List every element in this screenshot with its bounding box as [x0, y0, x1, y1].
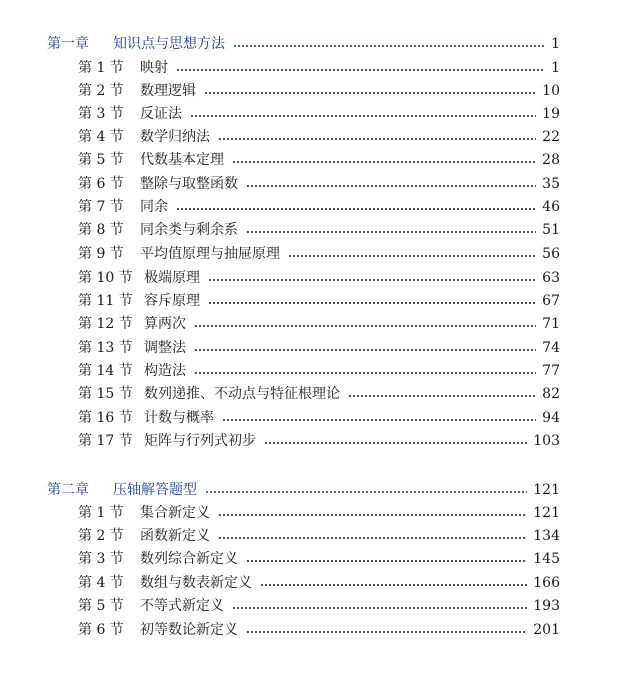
dot-leader: [218, 514, 527, 516]
page-number: 63: [542, 270, 560, 286]
section-number: 第 15 节: [78, 386, 133, 402]
toc-entry[interactable]: [78, 384, 560, 404]
section-number: 第 12 节: [78, 316, 133, 332]
section-title: 不等式新定义: [140, 598, 224, 614]
dot-leader: [233, 45, 545, 47]
chapter-number: 第二章: [47, 482, 89, 498]
dot-leader: [205, 491, 527, 493]
page-number: 166: [533, 575, 560, 591]
section-number: 第 1 节: [78, 60, 124, 76]
section-number: 第 11 节: [78, 293, 133, 309]
section-title: 代数基本定理: [140, 152, 224, 168]
toc-entry[interactable]: [78, 291, 560, 311]
section-title: 容斥原理: [144, 293, 200, 309]
toc-entry[interactable]: [78, 104, 560, 124]
toc-chapter-2[interactable]: [47, 480, 560, 500]
page-number: 10: [542, 83, 560, 99]
dot-leader: [194, 372, 536, 374]
section-number: 第 9 节: [78, 246, 124, 262]
page-number: 121: [533, 505, 560, 521]
dot-leader: [232, 161, 536, 163]
page-number: 201: [533, 622, 560, 638]
section-title: 平均值原理与抽屉原理: [140, 246, 280, 262]
page-number: 35: [542, 176, 560, 192]
page-number: 94: [542, 410, 560, 426]
dot-leader: [264, 442, 527, 444]
dot-leader: [222, 419, 536, 421]
section-number: 第 13 节: [78, 340, 133, 356]
section-number: 第 6 节: [78, 622, 124, 638]
toc-entry[interactable]: [78, 197, 560, 217]
page-number: 121: [533, 482, 560, 498]
section-number: 第 8 节: [78, 222, 124, 238]
section-title: 矩阵与行列式初步: [144, 433, 256, 449]
page-number: 51: [542, 222, 560, 238]
section-title: 函数新定义: [140, 528, 210, 544]
dot-leader: [246, 631, 527, 633]
toc-entry[interactable]: [78, 503, 560, 523]
section-number: 第 16 节: [78, 410, 133, 426]
page-number: 56: [542, 246, 560, 262]
toc-entry[interactable]: [78, 596, 560, 616]
section-title: 反证法: [140, 106, 182, 122]
section-title: 构造法: [144, 363, 186, 379]
toc-entry[interactable]: [78, 431, 560, 451]
section-title: 数理逻辑: [140, 83, 196, 99]
toc-entry[interactable]: [78, 268, 560, 288]
toc-entry[interactable]: [78, 573, 560, 593]
dot-leader: [190, 115, 536, 117]
section-number: 第 2 节: [78, 83, 124, 99]
section-number: 第 10 节: [78, 270, 133, 286]
section-number: 第 7 节: [78, 199, 124, 215]
section-title: 数列递推、不动点与特征根理论: [144, 386, 340, 402]
toc-entry[interactable]: [78, 549, 560, 569]
page-number: 82: [542, 386, 560, 402]
section-number: 第 5 节: [78, 152, 124, 168]
chapter-title: 压轴解答题型: [113, 482, 197, 498]
dot-leader: [288, 255, 536, 257]
page-number: 1: [551, 36, 560, 52]
toc-entry[interactable]: [78, 127, 560, 147]
section-number: 第 14 节: [78, 363, 133, 379]
section-title: 调整法: [144, 340, 186, 356]
page-number: 74: [542, 340, 560, 356]
chapter-number: 第一章: [47, 36, 89, 52]
toc-chapter-1[interactable]: [47, 34, 560, 54]
page-number: 103: [533, 433, 560, 449]
page-number: 145: [533, 551, 560, 567]
section-title: 计数与概率: [144, 410, 214, 426]
section-number: 第 4 节: [78, 129, 124, 145]
page-number: 77: [542, 363, 560, 379]
chapter-title: 知识点与思想方法: [113, 36, 225, 52]
page-number: 67: [542, 293, 560, 309]
section-number: 第 4 节: [78, 575, 124, 591]
dot-leader: [194, 325, 536, 327]
section-title: 整除与取整函数: [140, 176, 238, 192]
section-number: 第 5 节: [78, 598, 124, 614]
dot-leader: [204, 92, 536, 94]
page-number: 28: [542, 152, 560, 168]
toc-entry[interactable]: [78, 620, 560, 640]
toc-entry[interactable]: [78, 150, 560, 170]
toc-entry[interactable]: [78, 244, 560, 264]
toc-entry[interactable]: [78, 174, 560, 194]
page-number: 1: [551, 60, 560, 76]
section-title: 同余类与剩余系: [140, 222, 238, 238]
section-title: 集合新定义: [140, 505, 210, 521]
page-number: 19: [542, 106, 560, 122]
dot-leader: [208, 279, 536, 281]
dot-leader: [246, 185, 536, 187]
section-number: 第 3 节: [78, 106, 124, 122]
section-title: 数列综合新定义: [140, 551, 238, 567]
section-number: 第 3 节: [78, 551, 124, 567]
page-number: 22: [542, 129, 560, 145]
dot-leader: [246, 231, 536, 233]
dot-leader: [194, 349, 536, 351]
dot-leader: [176, 69, 545, 71]
toc-entry[interactable]: [78, 58, 560, 78]
toc-entry[interactable]: [78, 81, 560, 101]
toc-entry[interactable]: [78, 314, 560, 334]
toc-entry[interactable]: [78, 338, 560, 358]
section-number: 第 17 节: [78, 433, 133, 449]
page-number: 134: [533, 528, 560, 544]
page-number: 71: [542, 316, 560, 332]
dot-leader: [246, 560, 527, 562]
section-number: 第 6 节: [78, 176, 124, 192]
dot-leader: [348, 395, 536, 397]
toc-entry[interactable]: [78, 526, 560, 546]
dot-leader: [232, 607, 527, 609]
section-number: 第 2 节: [78, 528, 124, 544]
dot-leader: [218, 537, 527, 539]
section-title: 极端原理: [144, 270, 200, 286]
dot-leader: [260, 584, 527, 586]
section-title: 数学归纳法: [140, 129, 210, 145]
section-title: 算两次: [144, 316, 186, 332]
section-title: 映射: [140, 60, 168, 76]
toc-entry[interactable]: [78, 220, 560, 240]
toc-entry[interactable]: [78, 408, 560, 428]
dot-leader: [176, 208, 536, 210]
section-number: 第 1 节: [78, 505, 124, 521]
page-number: 46: [542, 199, 560, 215]
section-title: 初等数论新定义: [140, 622, 238, 638]
page-number: 193: [533, 598, 560, 614]
dot-leader: [208, 302, 536, 304]
section-title: 同余: [140, 199, 168, 215]
toc-entry[interactable]: [78, 361, 560, 381]
dot-leader: [218, 138, 536, 140]
section-title: 数组与数表新定义: [140, 575, 252, 591]
